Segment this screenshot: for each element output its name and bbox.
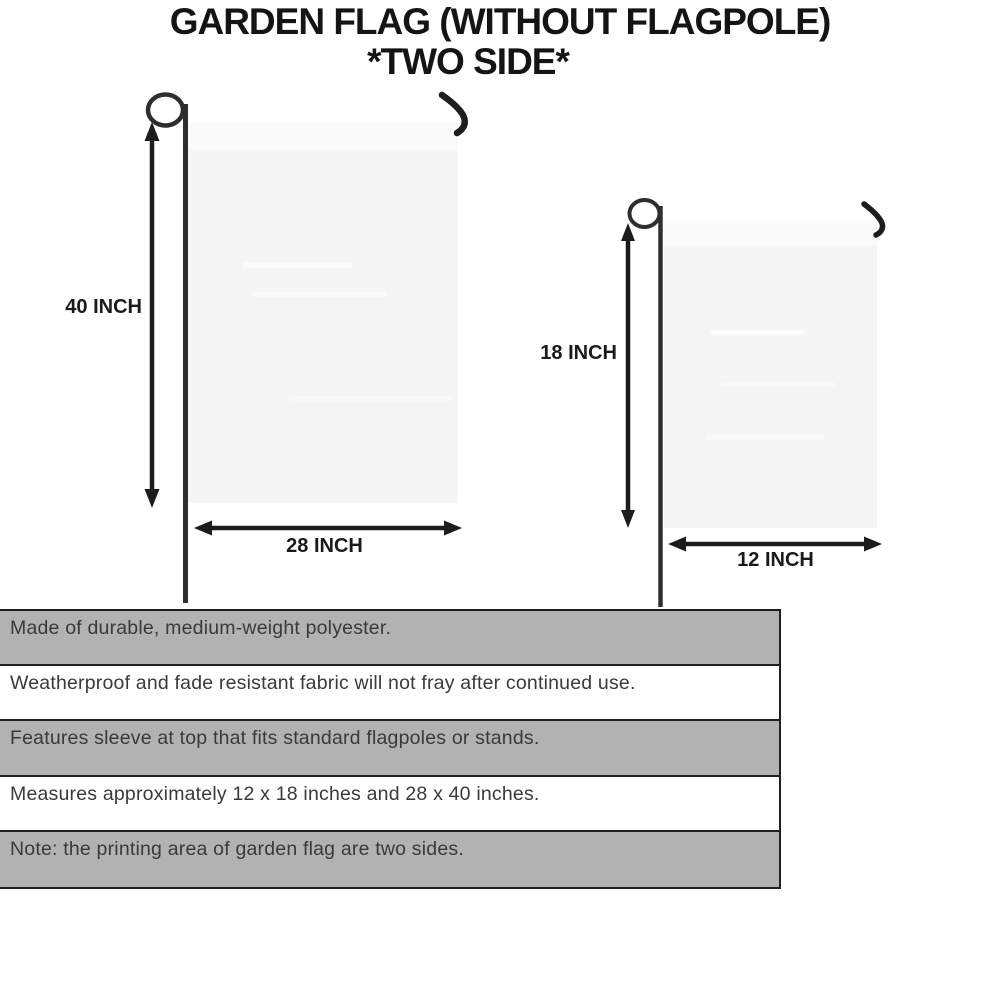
large-width-label: 28 INCH — [286, 535, 363, 557]
small-height-arrow — [621, 223, 635, 528]
large-flag-assembly — [145, 95, 465, 604]
small-flag-sleeve — [664, 223, 877, 246]
large-flag-fold-line — [288, 396, 453, 401]
title-line-2: *TWO SIDE* — [367, 41, 569, 82]
large-flag-sleeve — [188, 122, 458, 150]
small-width-label: 12 INCH — [737, 549, 814, 571]
spec-row-sleeve: Features sleeve at top that fits standard flagpoles or stands. — [0, 721, 779, 776]
small-height-label: 18 INCH — [540, 342, 617, 364]
small-flag-body — [664, 223, 877, 528]
large-flagpole-loop — [148, 95, 183, 126]
small-flag-fold-line — [705, 435, 825, 440]
large-flag-body — [188, 122, 458, 503]
spec-row-material: Made of durable, medium-weight polyester. — [0, 611, 779, 666]
small-flagpole-loop — [630, 200, 660, 227]
small-flag-assembly — [621, 200, 883, 607]
spec-row-weatherproof: Weatherproof and fade resistant fabric will not fray after continued use. — [0, 666, 779, 721]
spec-row-note: Note: the printing area of garden flag are two sides. — [0, 832, 779, 887]
spec-row-measures: Measures approximately 12 x 18 inches and 28 x 40 inches. — [0, 777, 779, 832]
title-line-1: GARDEN FLAG (WITHOUT FLAGPOLE) — [169, 1, 831, 42]
large-width-arrow — [194, 521, 462, 536]
large-flag-fold-line — [252, 292, 387, 297]
small-flag-fold-line — [710, 330, 805, 335]
large-height-arrow — [145, 122, 160, 508]
large-height-label: 40 INCH — [65, 296, 142, 318]
small-flag-fold-line — [720, 382, 835, 387]
large-flag-fold-line — [242, 262, 352, 268]
spec-table — [0, 609, 781, 889]
